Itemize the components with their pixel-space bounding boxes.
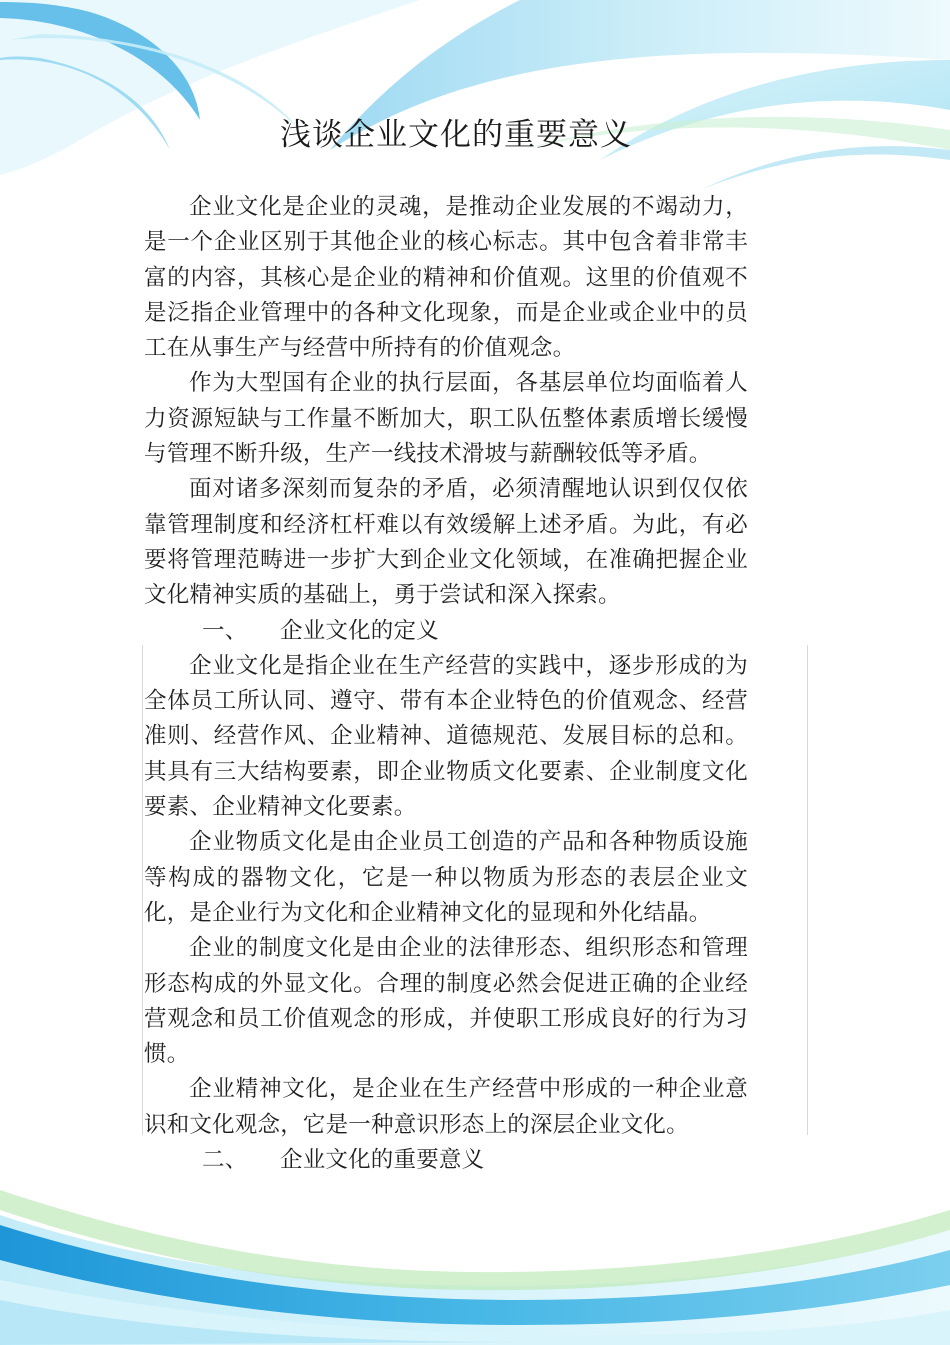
section-2-number: 二、 <box>202 1147 248 1174</box>
document-body <box>144 190 748 1178</box>
section-1-paragraph-4: 企业精神文化，是企业在生产经营中形成的一种企业意识和文化观念，它是一种意识形态上的深层企业文化。 <box>144 1076 748 1138</box>
intro-paragraph-2: 作为大型国有企业的执行层面，各基层单位均面临着人力资源短缺与工作量不断加大，职工队伍整体素质增长缓慢与管理不断升级，生产一线技术滑坡与薪酬较低等矛盾。 <box>144 370 748 468</box>
section-1-paragraph-1: 企业文化是指企业在生产经营的实践中，逐步形成的为全体员工所认同、遵守、带有本企业特色的价值观念、经营准则、经营作风、企业精神、道德规范、发展目标的总和。其具有三大结构要素，即企业物质文化要素、企业制度文化要素、企业精神文化要素。 <box>144 652 748 821</box>
section-1-title: 企业文化的定义 <box>280 617 439 644</box>
section-1-number: 一、 <box>202 617 248 644</box>
intro-paragraph-3: 面对诸多深刻而复杂的矛盾，必须清醒地认识到仅仅依靠管理制度和经济杠杆难以有效缓解上述矛盾。为此，有必要将管理范畴进一步扩大到企业文化领域，在准确把握企业文化精神实质的基础上，勇于尝试和深入探索。 <box>144 476 748 609</box>
section-2-title: 企业文化的重要意义 <box>280 1147 485 1174</box>
section-1-paragraph-2: 企业物质文化是由企业员工创造的产品和各种物质设施等构成的器物文化，它是一种以物质为形态的表层企业文化，是企业行为文化和企业精神文化的显现和外化结晶。 <box>144 829 748 926</box>
intro-paragraph-1: 企业文化是企业的灵魂，是推动企业发展的不竭动力，是一个企业区别于其他企业的核心标志。其中包含着非常丰富的内容，其核心是企业的精神和价值观。这里的价值观不是泛指企业管理中的各种文化现象，而是企业或企业中的员工在从事生产与经营中所持有的价值观念。 <box>144 194 748 362</box>
document-title: 浅谈企业文化的重要意义 <box>280 117 632 153</box>
section-1-heading <box>144 614 748 649</box>
section-1-paragraph-3: 企业的制度文化是由企业的法律形态、组织形态和管理形态构成的外显文化。合理的制度必然会促进正确的企业经营观念和员工价值观念的形成，并使职工形成良好的行为习惯。 <box>144 935 748 1068</box>
section-2-heading <box>144 1143 748 1178</box>
